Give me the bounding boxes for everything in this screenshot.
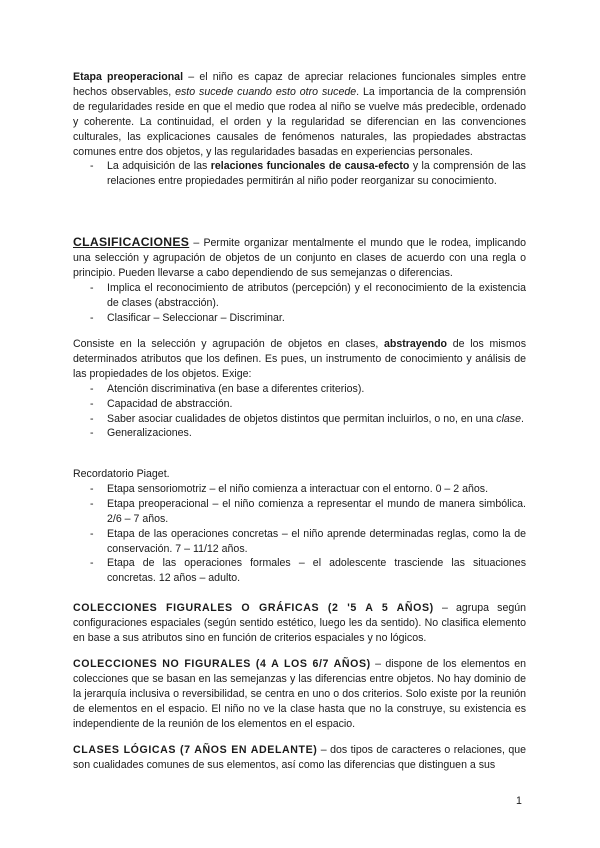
list-item: - La adquisición de las relaciones funcionales de causa-efecto y la comprensión de las relaciones entre propiedades permitirán al niño poder reorganizar su conocimiento. <box>73 159 526 189</box>
list-item: - Capacidad de abstracción. <box>73 397 526 412</box>
list-item: - Etapa preoperacional – el niño comienza a representar el mundo de manera simbólica. 2/6 – 7 años. <box>73 497 526 527</box>
preoperational-section <box>73 70 526 189</box>
list-item: - Etapa de las operaciones formales – el adolescente trasciende las situaciones concretas. 12 años – adulto. <box>73 556 526 586</box>
list-item: - Atención discriminativa (en base a diferentes criterios). <box>73 382 526 397</box>
preoperational-title: Etapa preoperacional <box>73 71 184 83</box>
abstraction-section <box>73 337 526 441</box>
figural-collections-heading: COLECCIONES FIGURALES O GRÁFICAS (2 '5 A 5 AÑOS) <box>73 602 434 614</box>
requirements-list <box>73 382 526 442</box>
list-item: - Implica el reconocimiento de atributos (percepción) y el reconocimiento de la existencia de clases (abstracción). <box>73 281 526 311</box>
non-figural-collections-section <box>73 657 526 732</box>
list-item: - Etapa sensoriomotriz – el niño comienza a interactuar con el entorno. 0 – 2 años. <box>73 482 526 497</box>
figural-collections-paragraph: COLECCIONES FIGURALES O GRÁFICAS (2 '5 A 5 AÑOS) – agrupa según configuraciones espaciales (según sentido estético, luego les da sentido). No clasifica elemento en base a sus atributos sino en función de criterios espaciales y no lógicos. <box>73 602 527 644</box>
piaget-section <box>73 467 526 586</box>
preoperational-list <box>73 159 526 189</box>
list-item: - Etapa de las operaciones concretas – el niño aprende determinadas reglas, como la de conservación. 7 – 11/12 años. <box>73 527 526 557</box>
non-figural-collections-heading: COLECCIONES NO FIGURALES (4 A LOS 6/7 AÑOS) <box>73 658 371 670</box>
page-number: 1 <box>516 795 522 807</box>
classifications-paragraph: CLASIFICACIONES – Permite organizar mentalmente el mundo que le rodea, implicando una selección y agrupación de objetos de un conjunto en clases de acuerdo con una regla o principio. Pueden llevarse a cabo dependiendo de sus semejanzas o diferencias. <box>73 235 526 279</box>
piaget-title: Recordatorio Piaget. <box>73 468 170 480</box>
logical-classes-heading: CLASES LÓGICAS (7 AÑOS EN ADELANTE) <box>73 744 318 756</box>
classifications-section <box>73 235 526 325</box>
logical-classes-section <box>73 743 526 773</box>
preoperational-example: esto sucede cuando esto otro sucede <box>175 85 357 98</box>
figural-collections-section <box>73 601 526 646</box>
abstraction-paragraph: Consiste en la selección y agrupación de objetos en clases, abstrayendo de los mismos determinados atributos que los definen. Es pues, un instrumento de conocimiento y análisis de las propiedades de los objetos. Exige: <box>73 338 526 380</box>
preoperational-paragraph: Etapa preoperacional – el niño es capaz de apreciar relaciones funcionales simples entre hechos observables, esto sucede cuando esto otro sucede. La importancia de la comprensión de regularidades reside en que el medio que rodea al niño se vuelve más predecible, ordenado y coherente. La continuidad, el orden y la regularidad se diferencian en las convenciones culturales, las explicaciones causales de fenómenos naturales, las propiedades abstractas comunes entre dos objetos, y las regularidades basadas en experiencias personales. <box>73 71 526 158</box>
logical-classes-paragraph: CLASES LÓGICAS (7 AÑOS EN ADELANTE) – dos tipos de caracteres o relaciones, que son cualidades comunes de sus elementos, así como las diferencias que distinguen a sus <box>73 744 527 771</box>
list-item: - Saber asociar cualidades de objetos distintos que permitan incluirlos, o no, en una clase. <box>73 412 526 427</box>
non-figural-collections-paragraph: COLECCIONES NO FIGURALES (4 A LOS 6/7 AÑOS) – dispone de los elementos en colecciones que se basan en las semejanzas y las diferencias entre objetos. No hay dominio de la jerarquía inclusiva o reversibilidad, se centra en uno o dos criterios. Solo existe por la reunión de elementos en el espacio. El niño no ve la clase hasta que no la construye, su existencia es independiente de la reunión de los elementos en el espacio. <box>73 658 526 730</box>
piaget-stages-list <box>73 482 526 586</box>
list-item: - Generalizaciones. <box>73 426 526 441</box>
classifications-list <box>73 281 526 326</box>
list-item: - Clasificar – Seleccionar – Discriminar. <box>73 311 526 326</box>
classifications-heading: CLASIFICACIONES <box>73 235 190 249</box>
